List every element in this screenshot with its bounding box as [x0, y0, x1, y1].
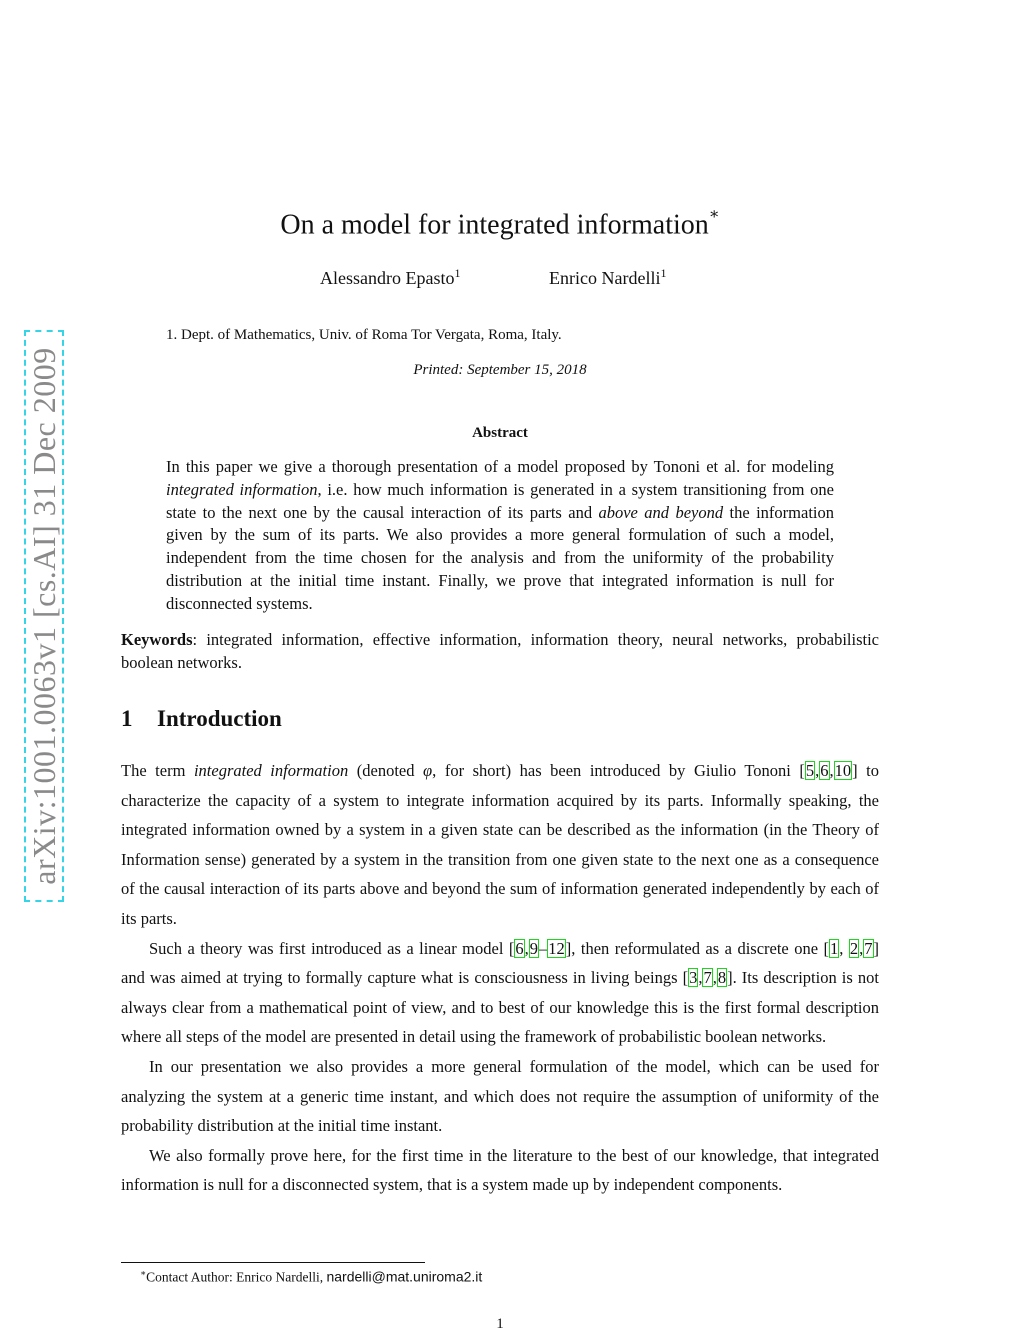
citation-link[interactable]: 8: [717, 968, 727, 988]
intro-paragraph: We also formally prove here, for the first time in the literature to the best of our knowledge, that integrated information is null for a disconnected system, that is a system made up by independent components.: [121, 1145, 879, 1195]
citation-link[interactable]: 12: [548, 938, 565, 958]
contact-email[interactable]: nardelli@mat.uniroma2.it: [326, 1268, 483, 1285]
page-number: 1: [496, 1316, 504, 1332]
citation-link[interactable]: 7: [703, 968, 712, 988]
intro-paragraph: Such a theory was first introduced as a linear model [6,9–12], then reformulated as a discrete one [1, 2,7] and was aimed at trying to formally capture what is consciousness in living beings [3,7,8]. Its description is not always clear from a mathematical point of view, and to best of our knowledge this is the first formal description where all steps of the model are presented in detail using the framework of probabilistic boolean networks.: [121, 938, 879, 1047]
footnote-mark: ∗: [140, 1268, 147, 1278]
text: ] and was aimed at trying to formally capture what is consciousness in living beings [: [121, 938, 879, 988]
title-text: On a model for integrated information: [280, 209, 709, 241]
footnote-rule: [121, 1262, 425, 1263]
abstract-emphasis: integrated information: [166, 479, 318, 499]
text: ] to characterize the capacity of a system to integrate information acquired by its parts. Informally speaking, the integrated information owned by a system in a given state can be described as the information (in the Theory of Information sense) generated by a system in the transition from one given state to the next one as a consequence of the causal interaction of its parts above and beyond the sum of information generated independently by each of its parts.: [121, 761, 879, 928]
section-title: Introduction: [157, 706, 282, 731]
citation-link[interactable]: 7: [864, 938, 873, 958]
emphasis: integrated information: [193, 761, 349, 780]
author-1: [320, 266, 460, 289]
affiliation: 1. Dept. of Mathematics, Univ. of Roma Tor Vergata, Roma, Italy.: [166, 327, 562, 343]
author-name: Alessandro Epasto: [320, 268, 455, 288]
citation-link[interactable]: 9: [529, 938, 539, 958]
intro-paragraph: The term integrated information (denoted φ, for short) has been introduced by Giulio Tononi [5,6,10] to characterize the capacity of a system to integrate information acquired by its parts. Informally speaking, the integrated information owned by a system in a given state can be described as the information (in the Theory of Information sense) generated by a system in the transition from one given state to the next one as a consequence of the causal interaction of its parts above and beyond the sum of information generated independently by each of its parts.: [121, 761, 879, 928]
text: ]. Its description is not always clear from a mathematical point of view, and to best of our knowledge this is the first formal description where all steps of the model are presented in detail using the framework of probabilistic boolean networks.: [121, 968, 879, 1047]
footnote: [140, 1268, 482, 1286]
paper-title: [0, 208, 1000, 241]
section-heading: [121, 706, 282, 732]
abstract-body: [166, 456, 834, 616]
text: , for short) has been introduced by Giulio Tononi [: [432, 761, 805, 780]
abstract-text: the information given by the sum of its parts. We also provides a more general formulation of such a model, independent from the time chosen for the analysis and from the uniformity of the probability distribution at the initial time instant. Finally, we prove that integrated information is null for disconnected systems.: [166, 502, 834, 613]
abstract-emphasis: above and beyond: [598, 502, 724, 522]
intro-paragraph: In our presentation we also provides a more general formulation of the model, which can be used for analyzing the system at a generic time instant, and which does not require the assumption of uniformity of the probability distribution at the initial time instant.: [121, 1056, 879, 1136]
footnote-text: Contact Author: Enrico Nardelli,: [146, 1269, 327, 1285]
author-affil-mark: 1: [660, 266, 667, 280]
text: Such a theory was first introduced as a linear model [: [149, 938, 515, 958]
text: The term: [121, 761, 194, 780]
text: (denoted: [348, 761, 424, 780]
arxiv-stamp[interactable]: arXiv:1001.0063v1 [cs.AI] 31 Dec 2009: [26, 347, 62, 885]
title-footnote-mark: ∗: [708, 206, 720, 223]
author-2: [549, 266, 666, 289]
citation-link[interactable]: 2: [849, 938, 859, 958]
text: ], then reformulated as a discrete one [: [565, 938, 830, 958]
author-name: Enrico Nardelli: [549, 268, 661, 288]
citation-link[interactable]: 6: [515, 938, 524, 958]
citation-link[interactable]: 10: [834, 761, 852, 780]
abstract-text: , i.e. how much information is generated in a system transitioning from one state to the next one by the causal interaction of its parts and: [166, 479, 834, 522]
citation-link[interactable]: 5: [805, 761, 815, 780]
citation-link[interactable]: 1: [830, 938, 839, 958]
keywords: [121, 629, 879, 675]
abstract-text: In this paper we give a thorough presentation of a model proposed by Tononi et al. for modeling: [166, 457, 834, 476]
citation-link[interactable]: 6: [820, 761, 829, 780]
author-affil-mark: 1: [454, 266, 461, 280]
keywords-text: : integrated information, effective information, information theory, neural networks, probabilistic boolean networks.: [121, 630, 879, 672]
intro-body: [121, 756, 879, 1200]
keywords-label: Keywords: [121, 630, 193, 649]
section-number: 1: [121, 706, 133, 731]
abstract-heading: Abstract: [472, 425, 528, 441]
phi-symbol: φ: [423, 761, 433, 780]
printed-date: Printed: September 15, 2018: [413, 362, 587, 378]
arxiv-stamp-wrap: [24, 330, 64, 902]
citation-link[interactable]: 3: [689, 968, 698, 988]
